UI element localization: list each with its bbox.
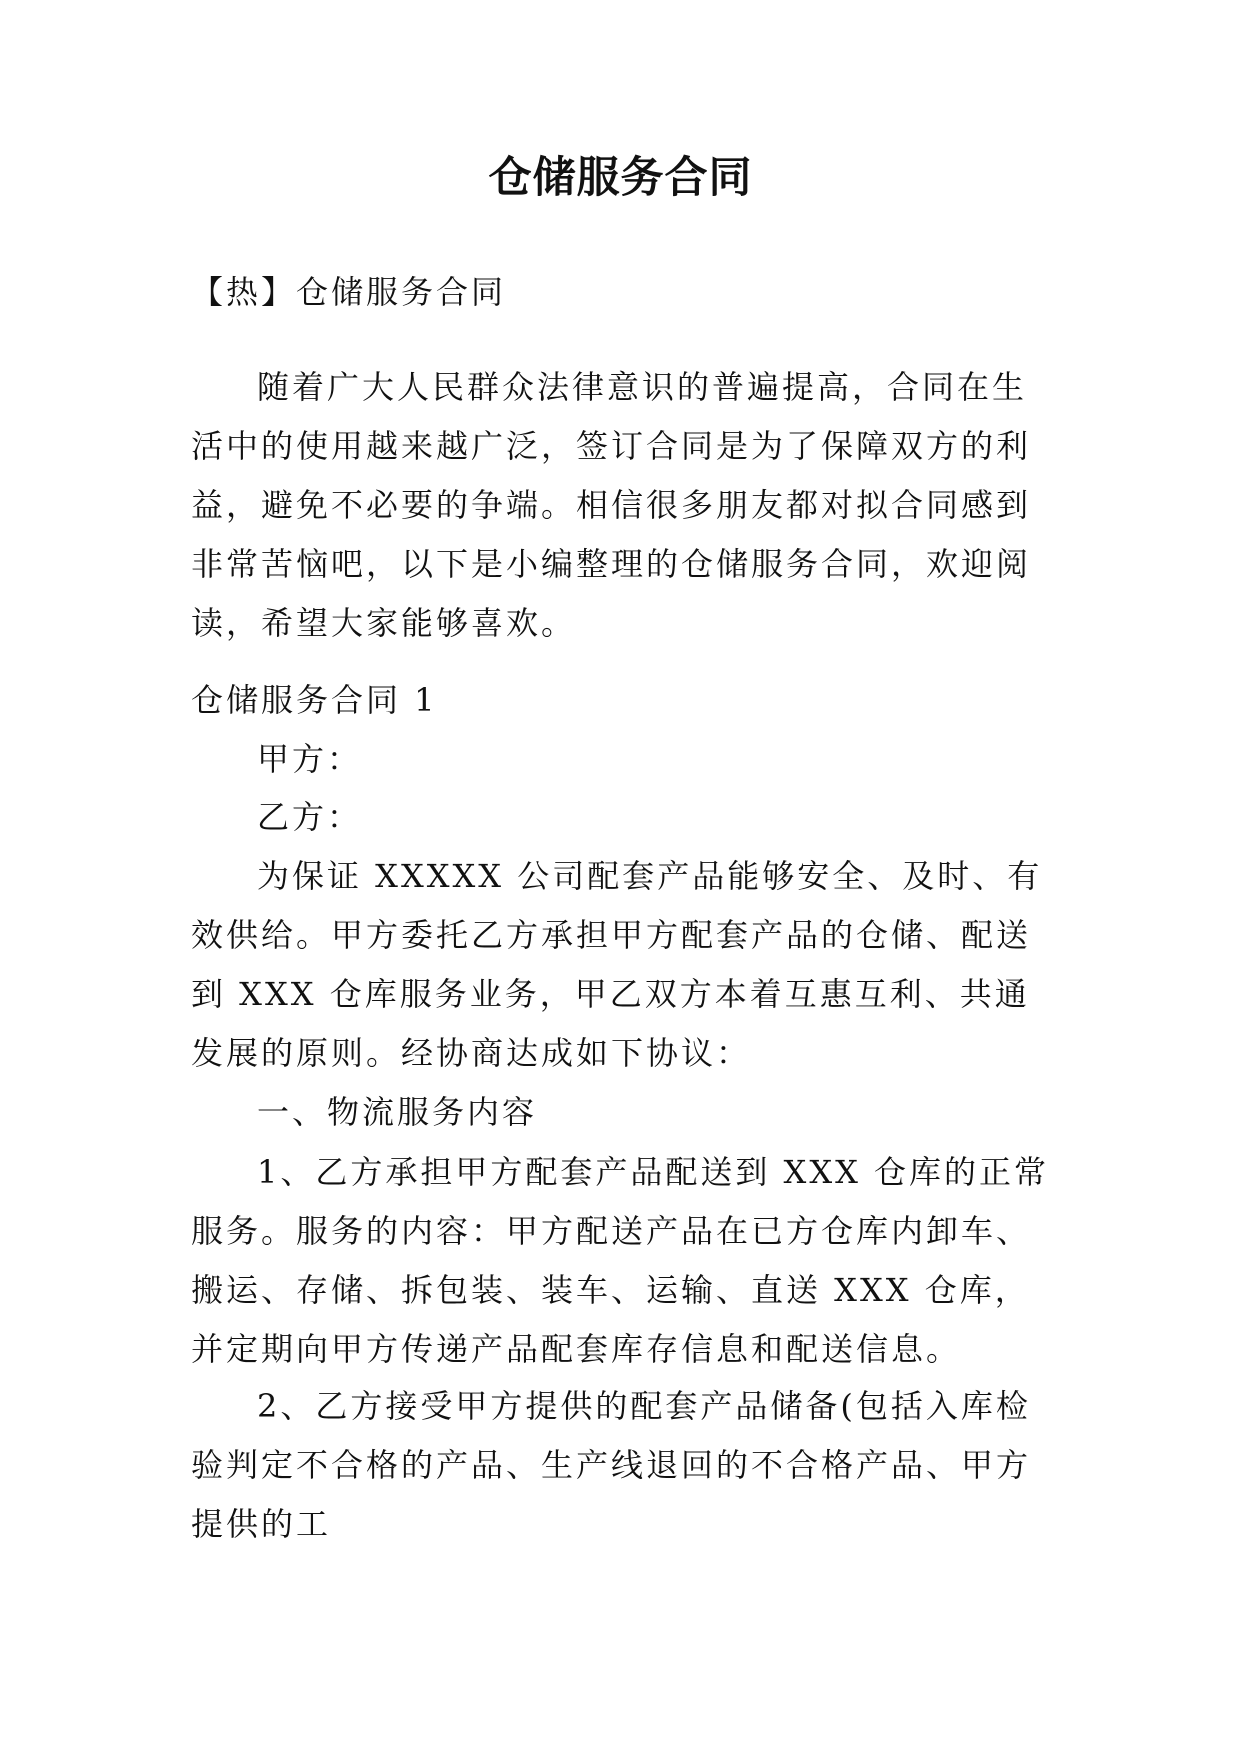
intro-paragraph: 随着广大人民群众法律意识的普遍提高，合同在生活中的使用越来越广泛，签订合同是为了保障双方的利益，避免不必要的争端。相信很多朋友都对拟合同感到非常苦恼吧，以下是小编整理的仓储服务合同，欢迎阅读，希望大家能够喜欢。 (191, 368, 1032, 642)
party-a-label: 甲方： (257, 740, 363, 778)
preamble-paragraph: 为保证 XXXXX 公司配套产品能够安全、及时、有效供给。甲方委托乙方承担甲方配套产品的仓储、配送到 XXX 仓库服务业务，甲乙双方本着互惠互利、共通发展的原则。经协商达成如下协议： (191, 857, 1043, 1072)
clause-2-paragraph: 2、乙方接受甲方提供的配套产品储备(包括入库检验判定不合格的产品、生产线退回的不合格产品、甲方提供的工 (191, 1387, 1032, 1543)
document-subtitle: 【热】仓储服务合同 (191, 273, 507, 311)
party-b-label: 乙方： (257, 798, 363, 836)
section-1-heading: 一、物流服务内容 (257, 1093, 538, 1131)
clause-1-paragraph: 1、乙方承担甲方配套产品配送到 XXX 仓库的正常服务。服务的内容：甲方配送产品在已方仓库内卸车、搬运、存储、拆包装、装车、运输、直送 XXX 仓库，并定期向甲方传递产品配套库存信息和配送信息。 (191, 1153, 1050, 1368)
document-title: 仓储服务合同 (488, 153, 753, 203)
contract-heading: 仓储服务合同 1 (191, 681, 438, 719)
